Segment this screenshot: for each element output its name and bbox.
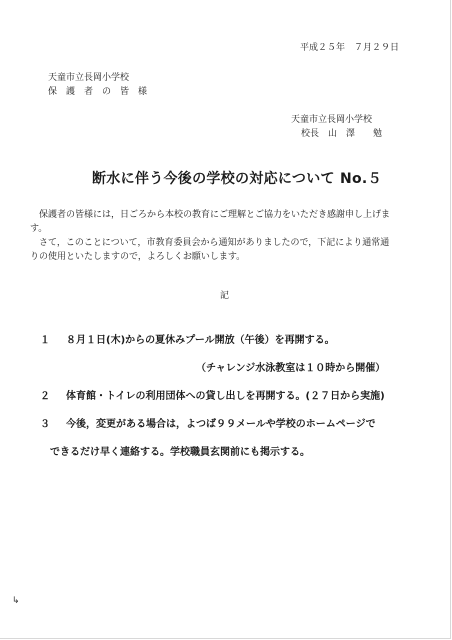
document-title: 断水に伴う今後の学校の対応について No.５	[92, 171, 382, 187]
paragraph-1-line-1: 保護者の皆様には，日ごろから本校の教育にご理解とご協力をいただき感謝申し上げま	[30, 210, 391, 220]
item-number: ２	[40, 391, 50, 402]
list-item-3	[40, 418, 376, 432]
item-number: １	[40, 335, 50, 346]
item-text: ８月１日(木)からの夏休みプール開放（午後）を再開する。	[66, 335, 335, 346]
paragraph-1-line-2: す。	[30, 224, 48, 234]
item-number: ３	[40, 419, 50, 430]
paragraph-2-line-1: さて，このことについて，市教育委員会から通知がありましたので，下記により通常通	[30, 238, 390, 248]
sender-school: 天童市立長岡小学校	[291, 115, 373, 125]
scan-mark: ↳	[12, 596, 20, 606]
paragraph-2-line-2: りの使用といたしますので，よろしくお願いします。	[30, 252, 246, 262]
list-item-1-note: （チャレンジ水泳教室は１０時から開催）	[196, 363, 386, 374]
list-item-3-line-2: できるだけ早く連絡する。学校職員玄関前にも掲示する。	[50, 447, 310, 458]
ki-heading: 記	[220, 291, 230, 301]
item-text: 体育館・トイレの利用団体への貸し出しを再開する。(２７日から実施)	[66, 391, 385, 402]
sender-principal: 校長 山 澤 勉	[301, 129, 383, 139]
list-item-2	[40, 390, 385, 404]
recipient-addressee: 保 護 者 の 皆 様	[48, 87, 148, 97]
list-item-1	[40, 334, 335, 348]
recipient-school: 天童市立長岡小学校	[48, 73, 130, 83]
document-date: 平成２５年 ７月２９日	[300, 43, 400, 53]
item-text: 今後，変更がある場合は，よつば９９メールや学校のホームページで	[66, 419, 376, 430]
